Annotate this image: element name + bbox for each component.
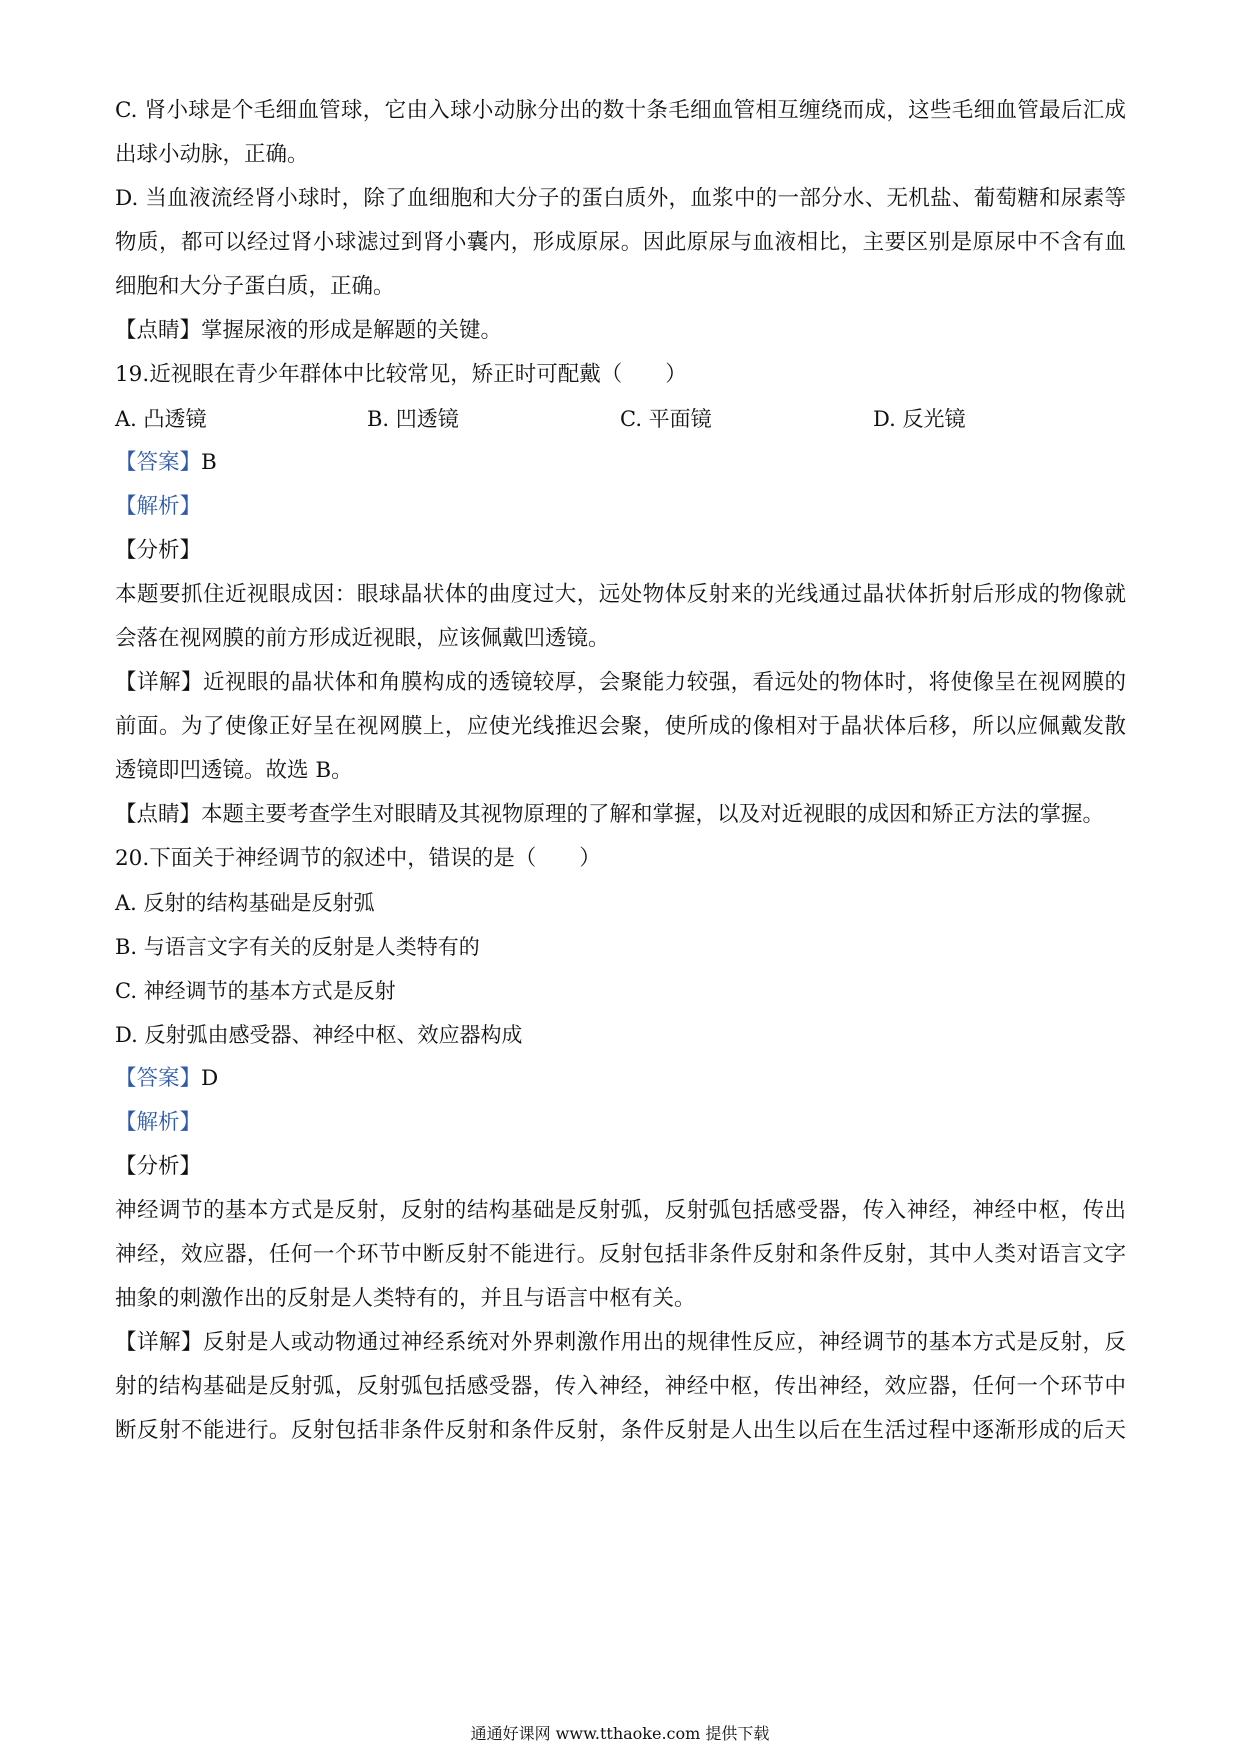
q20-option-b: B. 与语言文字有关的反射是人类特有的 bbox=[115, 935, 480, 959]
answer-value: B bbox=[201, 450, 217, 475]
text-line: D. 当血液流经肾小球时，除了血细胞和大分子的蛋白质外，血浆中的一部分水、无机盐、葡萄糖和尿素等 bbox=[115, 186, 1126, 211]
text-line: 射的结构基础是反射弧，反射弧包括感受器，传入神经，神经中枢，传出神经，效应器，任何一个环节中 bbox=[115, 1374, 1126, 1399]
answer-value: D bbox=[201, 1066, 219, 1091]
text-line: 【详解】近视眼的晶状体和角膜构成的透镜较厚，会聚能力较强，看远处的物体时，将使像呈在视网膜的 bbox=[115, 670, 1126, 695]
text-line: 细胞和大分子蛋白质，正确。 bbox=[115, 274, 395, 299]
answer-tag: 【答案】 bbox=[115, 450, 202, 475]
text-line: 物质，都可以经过肾小球滤过到肾小囊内，形成原尿。因此原尿与血液相比，主要区别是原尿中不含有血 bbox=[115, 230, 1126, 255]
q19-option-c: C. 平面镜 bbox=[620, 407, 712, 431]
text-line: 抽象的刺激作出的反射是人类特有的，并且与语言中枢有关。 bbox=[115, 1286, 696, 1311]
q19-answer bbox=[115, 448, 217, 478]
q19-option-b: B. 凹透镜 bbox=[367, 407, 459, 431]
q19-analysis-heading: 【解析】 bbox=[115, 494, 202, 519]
q19-fenxi-heading: 【分析】 bbox=[115, 538, 202, 563]
text-line: 神经调节的基本方式是反射，反射的结构基础是反射弧，反射弧包括感受器，传入神经，神经中枢，传出 bbox=[115, 1198, 1126, 1223]
q19-option-a: A. 凸透镜 bbox=[115, 407, 207, 431]
key-point: 【点睛】本题主要考查学生对眼睛及其视物原理的了解和掌握，以及对近视眼的成因和矫正方法的掌握。 bbox=[115, 802, 1105, 827]
q20-option-a: A. 反射的结构基础是反射弧 bbox=[115, 891, 375, 915]
answer-tag: 【答案】 bbox=[115, 1066, 202, 1091]
text-line: 断反射不能进行。反射包括非条件反射和条件反射，条件反射是人出生以后在生活过程中逐渐形成的后天 bbox=[115, 1418, 1126, 1443]
q19-option-d: D. 反光镜 bbox=[873, 407, 966, 431]
question-20-title: 20.下面关于神经调节的叙述中，错误的是（ ） bbox=[115, 846, 601, 871]
q20-answer bbox=[115, 1064, 218, 1094]
text-line: 会落在视网膜的前方形成近视眼，应该佩戴凹透镜。 bbox=[115, 626, 610, 651]
text-line: 神经，效应器，任何一个环节中断反射不能进行。反射包括非条件反射和条件反射，其中人类对语言文字 bbox=[115, 1242, 1126, 1267]
q20-fenxi-heading: 【分析】 bbox=[115, 1154, 202, 1179]
text-line: 前面。为了使像正好呈在视网膜上，应使光线推迟会聚，使所成的像相对于晶状体后移，所以应佩戴发散 bbox=[115, 714, 1126, 739]
text-line: 【详解】反射是人或动物通过神经系统对外界刺激作用出的规律性反应，神经调节的基本方式是反射，反 bbox=[115, 1330, 1126, 1355]
text-line: C. 肾小球是个毛细血管球，它由入球小动脉分出的数十条毛细血管相互缠绕而成，这些毛细血管最后汇成 bbox=[115, 98, 1126, 123]
text-line: 本题要抓住近视眼成因：眼球晶状体的曲度过大，远处物体反射来的光线通过晶状体折射后形成的物像就 bbox=[115, 582, 1126, 607]
text-line: 透镜即凹透镜。故选 B。 bbox=[115, 758, 353, 783]
text-line: 出球小动脉，正确。 bbox=[115, 142, 309, 167]
key-point: 【点睛】掌握尿液的形成是解题的关键。 bbox=[115, 318, 503, 343]
question-19-title: 19.近视眼在青少年群体中比较常见，矫正时可配戴（ ） bbox=[115, 362, 687, 387]
page-footer: 通通好课网 www.tthaoke.com 提供下载 bbox=[470, 1724, 770, 1743]
q20-option-c: C. 神经调节的基本方式是反射 bbox=[115, 979, 396, 1003]
q20-analysis-heading: 【解析】 bbox=[115, 1110, 202, 1135]
q20-option-d: D. 反射弧由感受器、神经中枢、效应器构成 bbox=[115, 1023, 523, 1047]
